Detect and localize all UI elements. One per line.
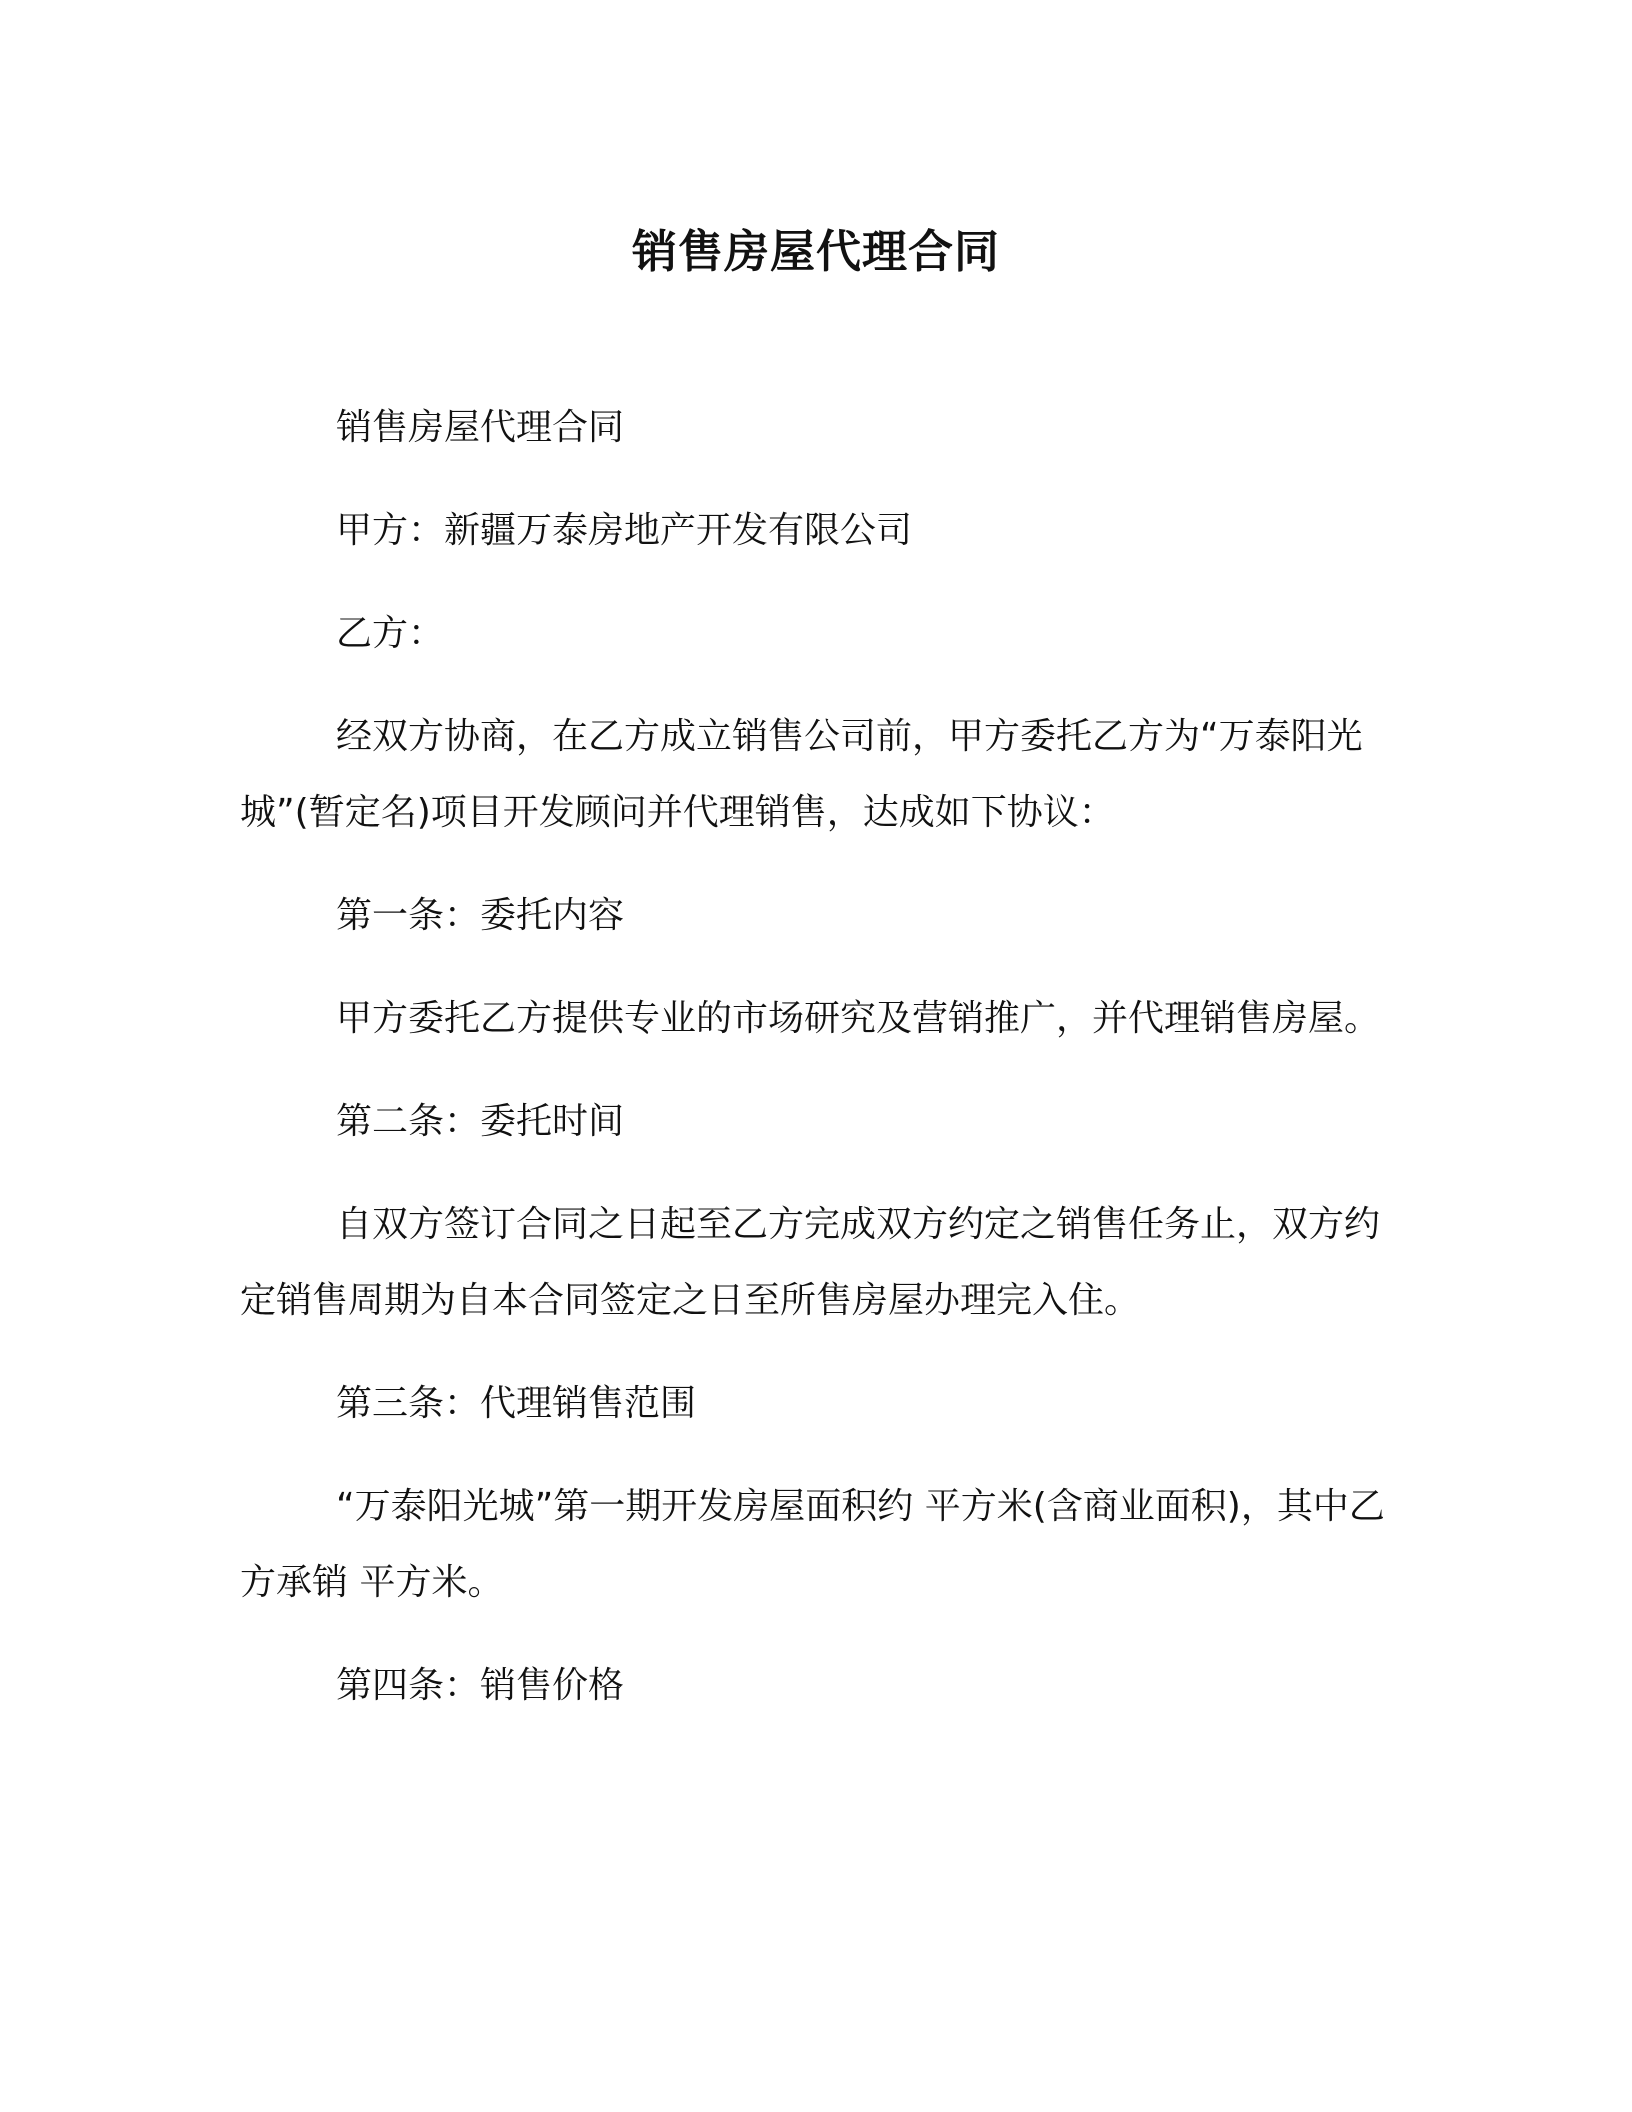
article-1-heading: 第一条：委托内容 bbox=[336, 895, 625, 936]
article-3-heading: 第三条：代理销售范围 bbox=[336, 1383, 697, 1424]
paragraph-party-a: 甲方：新疆万泰房地产开发有限公司 bbox=[336, 510, 913, 551]
paragraph-subtitle: 销售房屋代理合同 bbox=[336, 407, 625, 448]
document-title: 销售房屋代理合同 bbox=[631, 225, 1000, 278]
article-3-body: “万泰阳光城”第一期开发房屋面积约 平方米(含商业面积)，其中乙方承销 平方米。 bbox=[240, 1486, 1385, 1603]
article-1-body: 甲方委托乙方提供专业的市场研究及营销推广，并代理销售房屋。 bbox=[336, 998, 1381, 1039]
paragraph-preamble: 经双方协商，在乙方成立销售公司前，甲方委托乙方为“万泰阳光城”(暂定名)项目开发顾问并代理销售，达成如下协议： bbox=[240, 716, 1363, 833]
article-4-heading: 第四条：销售价格 bbox=[336, 1665, 625, 1706]
article-2-body: 自双方签订合同之日起至乙方完成双方约定之销售任务止，双方约定销售周期为自本合同签定之日至所售房屋办理完入住。 bbox=[240, 1204, 1381, 1321]
paragraph-party-b: 乙方： bbox=[336, 613, 445, 654]
article-2-heading: 第二条：委托时间 bbox=[336, 1101, 625, 1142]
